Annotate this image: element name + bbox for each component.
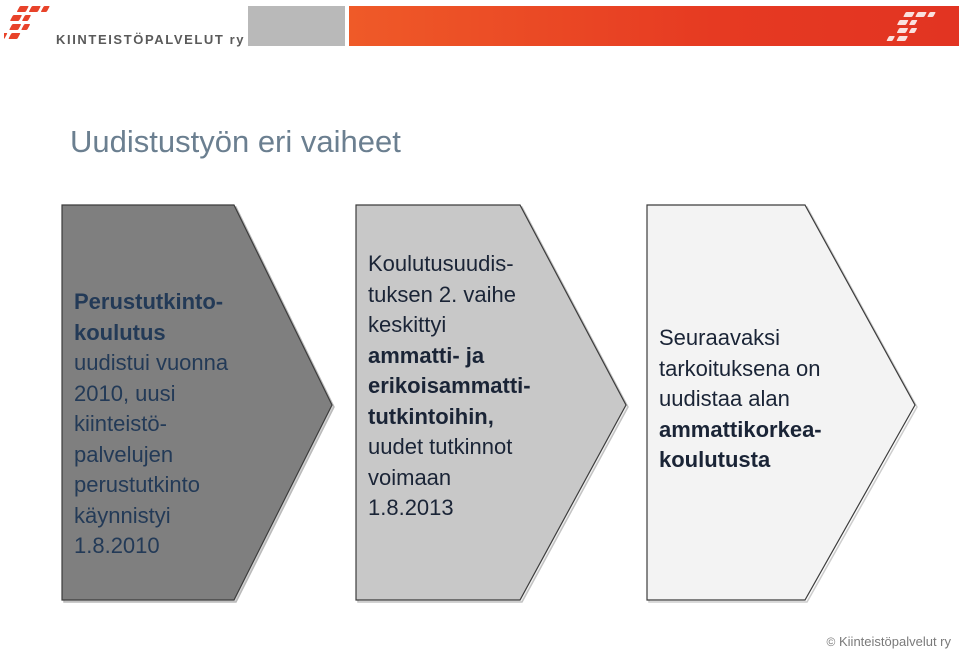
logo-mark-icon (4, 2, 56, 44)
arrow2-line: keskittyi (368, 312, 447, 337)
arrow1-line: Perustutkinto- (74, 289, 224, 314)
arrow2-line: Koulutusuudis- (368, 251, 514, 276)
slide-title: Uudistustyön eri vaiheet (70, 124, 401, 159)
header-gray-bar (248, 6, 345, 46)
arrow2-line: ammatti- ja (368, 342, 485, 368)
arrow1-line: kiinteistö- (74, 411, 167, 436)
arrow1-line: perustutkinto (74, 472, 200, 497)
arrow3-line: uudistaa alan (659, 386, 790, 411)
header-logo-mark-icon (839, 6, 959, 46)
arrow1-line: uudistui vuonna (74, 350, 229, 375)
arrow1-line: palvelujen (74, 441, 174, 467)
arrow1-line: 2010, uusi (74, 380, 176, 406)
arrow2-line: 1.8.2013 (368, 495, 454, 520)
header-orange-bar (349, 6, 959, 46)
phase-arrow-3 (647, 205, 922, 605)
phase-arrow-1 (62, 205, 337, 605)
arrow3-line: Seuraavaksi (659, 325, 781, 350)
arrow1-line: koulutus (74, 319, 166, 345)
arrow3-line: koulutusta (659, 447, 771, 472)
arrow3-line: tarkoituksena on (659, 355, 821, 381)
arrow1-line: käynnistyi (74, 502, 171, 528)
footer-text: Kiinteistöpalvelut ry (839, 634, 951, 649)
arrow2-line: voimaan (368, 464, 452, 490)
brand-logo (4, 2, 244, 54)
arrow3-line: ammattikorkea- (659, 416, 822, 442)
arrow2-line: erikoisammatti- (368, 373, 531, 398)
footer-copyright (827, 634, 951, 649)
copyright-icon: © (826, 635, 836, 649)
logo-text: KIINTEISTÖPALVELUT ry (56, 32, 246, 47)
arrow1-line: 1.8.2010 (74, 533, 160, 558)
arrow2-line: tuksen 2. vaihe (368, 281, 516, 307)
phase-arrow-2 (356, 205, 631, 605)
arrow2-line: uudet tutkinnot (368, 434, 513, 459)
arrow2-line: tutkintoihin, (368, 403, 494, 429)
